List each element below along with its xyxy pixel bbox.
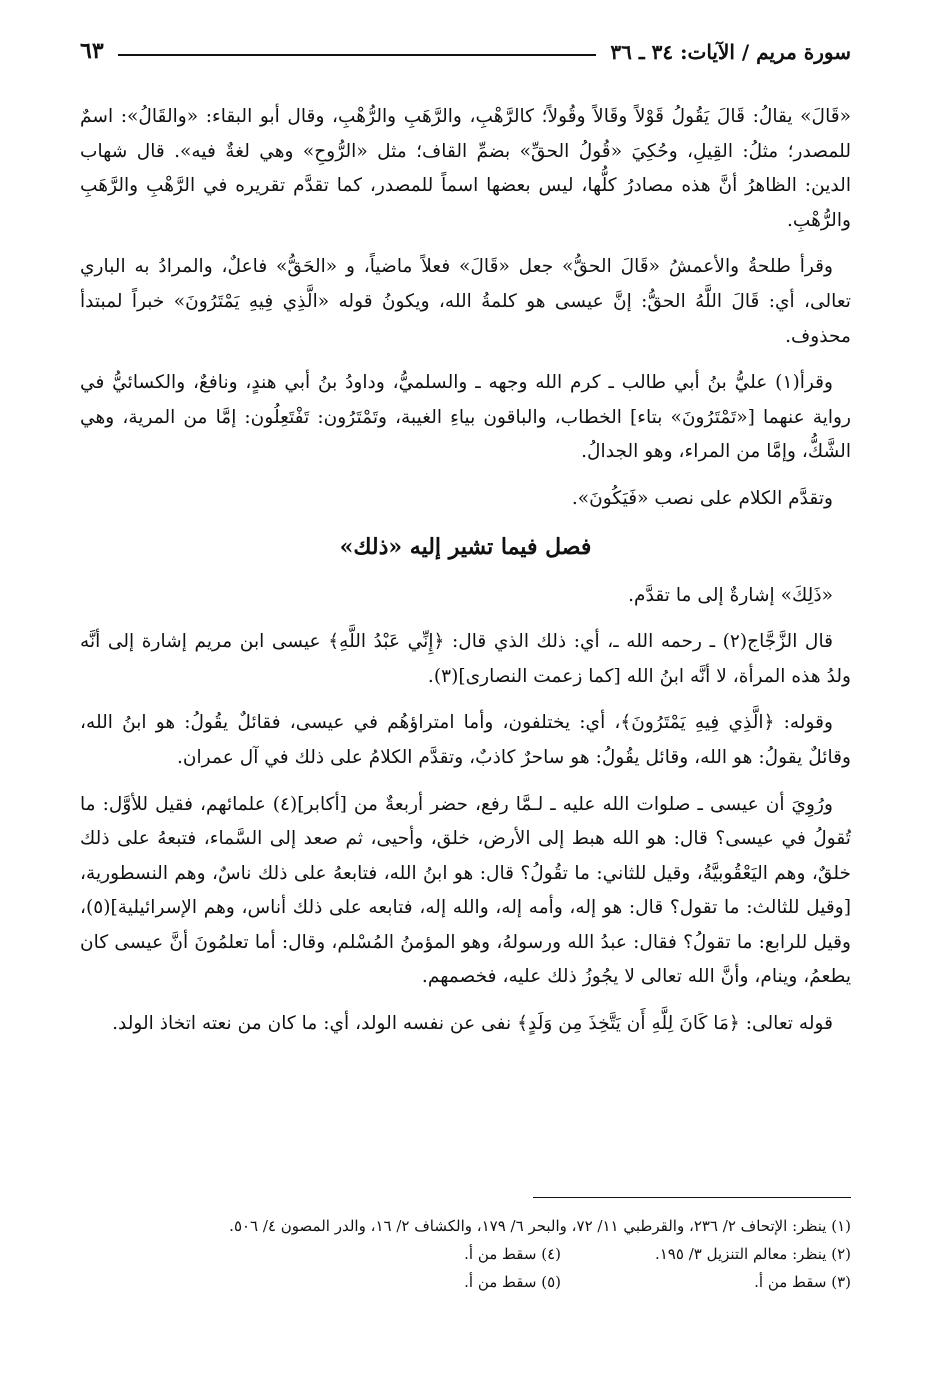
running-header: سورة مريم / الآيات: ٣٤ ـ ٣٦ (610, 40, 851, 64)
paragraph: وقوله: ﴿الَّذِي فِيهِ يَمْتَرُونَ﴾، أي: يختلفون، وأما امتراؤهُم في عيسى، فقائلٌ يقُولُ: هو ابنُ الله، وقائلٌ يقولُ: هو الله، وقائل يقُولُ: هو ساحرٌ كاذبٌ، وتقدَّم الكلامُ على ذلك في آل عمران. (80, 712, 851, 768)
page-number: ٦٣ (80, 38, 104, 64)
footnote-1: (١) ينظر: الإتحاف ٢/ ٢٣٦، والقرطبي ١١/ ٧٢، والبحر ٦/ ١٧٩، والكشاف ٢/ ١٦، والدر المصون ٤/ ٥٠٦. (229, 1217, 851, 1235)
footnote-row (80, 1268, 851, 1296)
main-text (80, 100, 851, 1054)
paragraph: قال الزَّجَّاج(٢) ـ رحمه الله ـ، أي: ذلك الذي قال: ﴿إِنِّي عَبْدُ اللَّهِ﴾ عيسى ابن مريم إشارة إلى أنَّه ولدُ هذه المرأة، لا أنَّه ابنُ الله [كما زعمت النصارى](٣). (80, 631, 851, 687)
footnote-5: (٥) سقط من أ. (464, 1273, 561, 1291)
footnote-rule (533, 1197, 851, 1198)
paragraph: ورُوِيَ أن عيسى ـ صلوات الله عليه ـ لـمَّا رفع، حضر أربعةٌ من [أكابر](٤) علمائهم، فقيل للأوَّل: ما تُقولُ في عيسى؟ قال: هو الله هبط إلى الأرض، خلق، وأحيى، ثم صعد إلى السَّماء، فتبعهُ على ذلك خلقٌ، وهم اليَعْقُوبيَّةُ، وقيل للثاني: ما تقُولُ؟ قال: هو ابنُ الله، فتابعهُ على ذلك ناسٌ، وهم النسطورية، [وقيل للثالث: ما تقول؟ قال: هو إله، وأمه إله، والله إله، فتابعه على ذلك أناس، وهم الإسرائيلية](٥)، وقيل للرابع: ما تقولُ؟ فقال: عبدُ الله ورسولهُ، وهو المؤمنُ المُسْلم، وقال: أما تعلمُونَ أنَّ عيسى كان يطعمُ، وينام، وأنَّ الله تعالى لا يجُوزُ ذلك عليه، فخصمهم. (80, 793, 851, 988)
section-heading: فصل فيما تشير إليه «ذلك» (339, 533, 592, 560)
footnote-row (80, 1240, 851, 1268)
footnote-3: (٣) سقط من أ. (754, 1273, 851, 1291)
paragraph: وقرأ طلحةُ والأعمشُ «قَالَ الحقُّ» جعل «قَالَ» فعلاً ماضياً، و «الحَقُّ» فاعلٌ، والمرادُ به الباري تعالى، أي: قَالَ اللَّهُ الحقُّ: إنَّ عيسى هو كلمةُ الله، ويكونُ قوله «الَّذِي فِيهِ يَمْتَرُونَ» خبراً لمبتدأ محذوف. (80, 256, 851, 347)
footnote-2: (٢) ينظر: معالم التنزيل ٣/ ١٩٥. (654, 1245, 851, 1263)
header-rule (118, 54, 597, 56)
paragraph: وتقدَّم الكلام على نصب «فَيَكُونَ». (571, 487, 833, 509)
paragraph: «قَالَ» يقالُ: قَالَ يَقُولُ قَوْلاً وقَالاً وقُولاً؛ كالرَّهْبِ، والرَّهَبِ والرُّهْبِ، وقال أبو البقاء: «والقَالُ»: اسمٌ للمصدر؛ مثلُ: القِيلِ، وحُكِيَ «قُولُ الحقِّ» بضمِّ القاف؛ مثل «الرُّوحِ» وهي لغةٌ فيه». قال شهاب الدين: الظاهرُ أنَّ هذه مصادرُ كلُّها، ليس بعضها اسماً للمصدر، كما تقدَّم تقريره في الرَّهْبِ والرَّهَبِ والرُّهْبِ. (80, 106, 851, 231)
page-header (80, 30, 851, 64)
paragraph: وقرأ(١) عليُّ بنُ أبي طالب ـ كرم الله وجهه ـ والسلميُّ، وداودُ بنُ أبي هندٍ، ونافعٌ، والكسائيُّ في رواية عنهما [«تَمْتَرُونَ» بتاء] الخطاب، والباقون بياءِ الغيبة، وتَمْتَرُون: تَفْتَعِلُون: إمَّا من المرية، وهي الشَّكُّ، وإمَّا من المراء، وهو الجدالُ. (80, 372, 851, 463)
paragraph: قوله تعالى: ﴿مَا كَانَ لِلَّهِ أَن يَتَّخِذَ مِن وَلَدٍ﴾ نفى عن نفسه الولد، أي: ما كان من نعته اتخاذ الولد. (112, 1013, 833, 1035)
paragraph: «ذَلِكَ» إشارةٌ إلى ما تقدَّم. (628, 584, 833, 606)
footnote-4: (٤) سقط من أ. (464, 1245, 561, 1263)
footnotes (80, 1212, 851, 1296)
footnote-row (80, 1212, 851, 1240)
